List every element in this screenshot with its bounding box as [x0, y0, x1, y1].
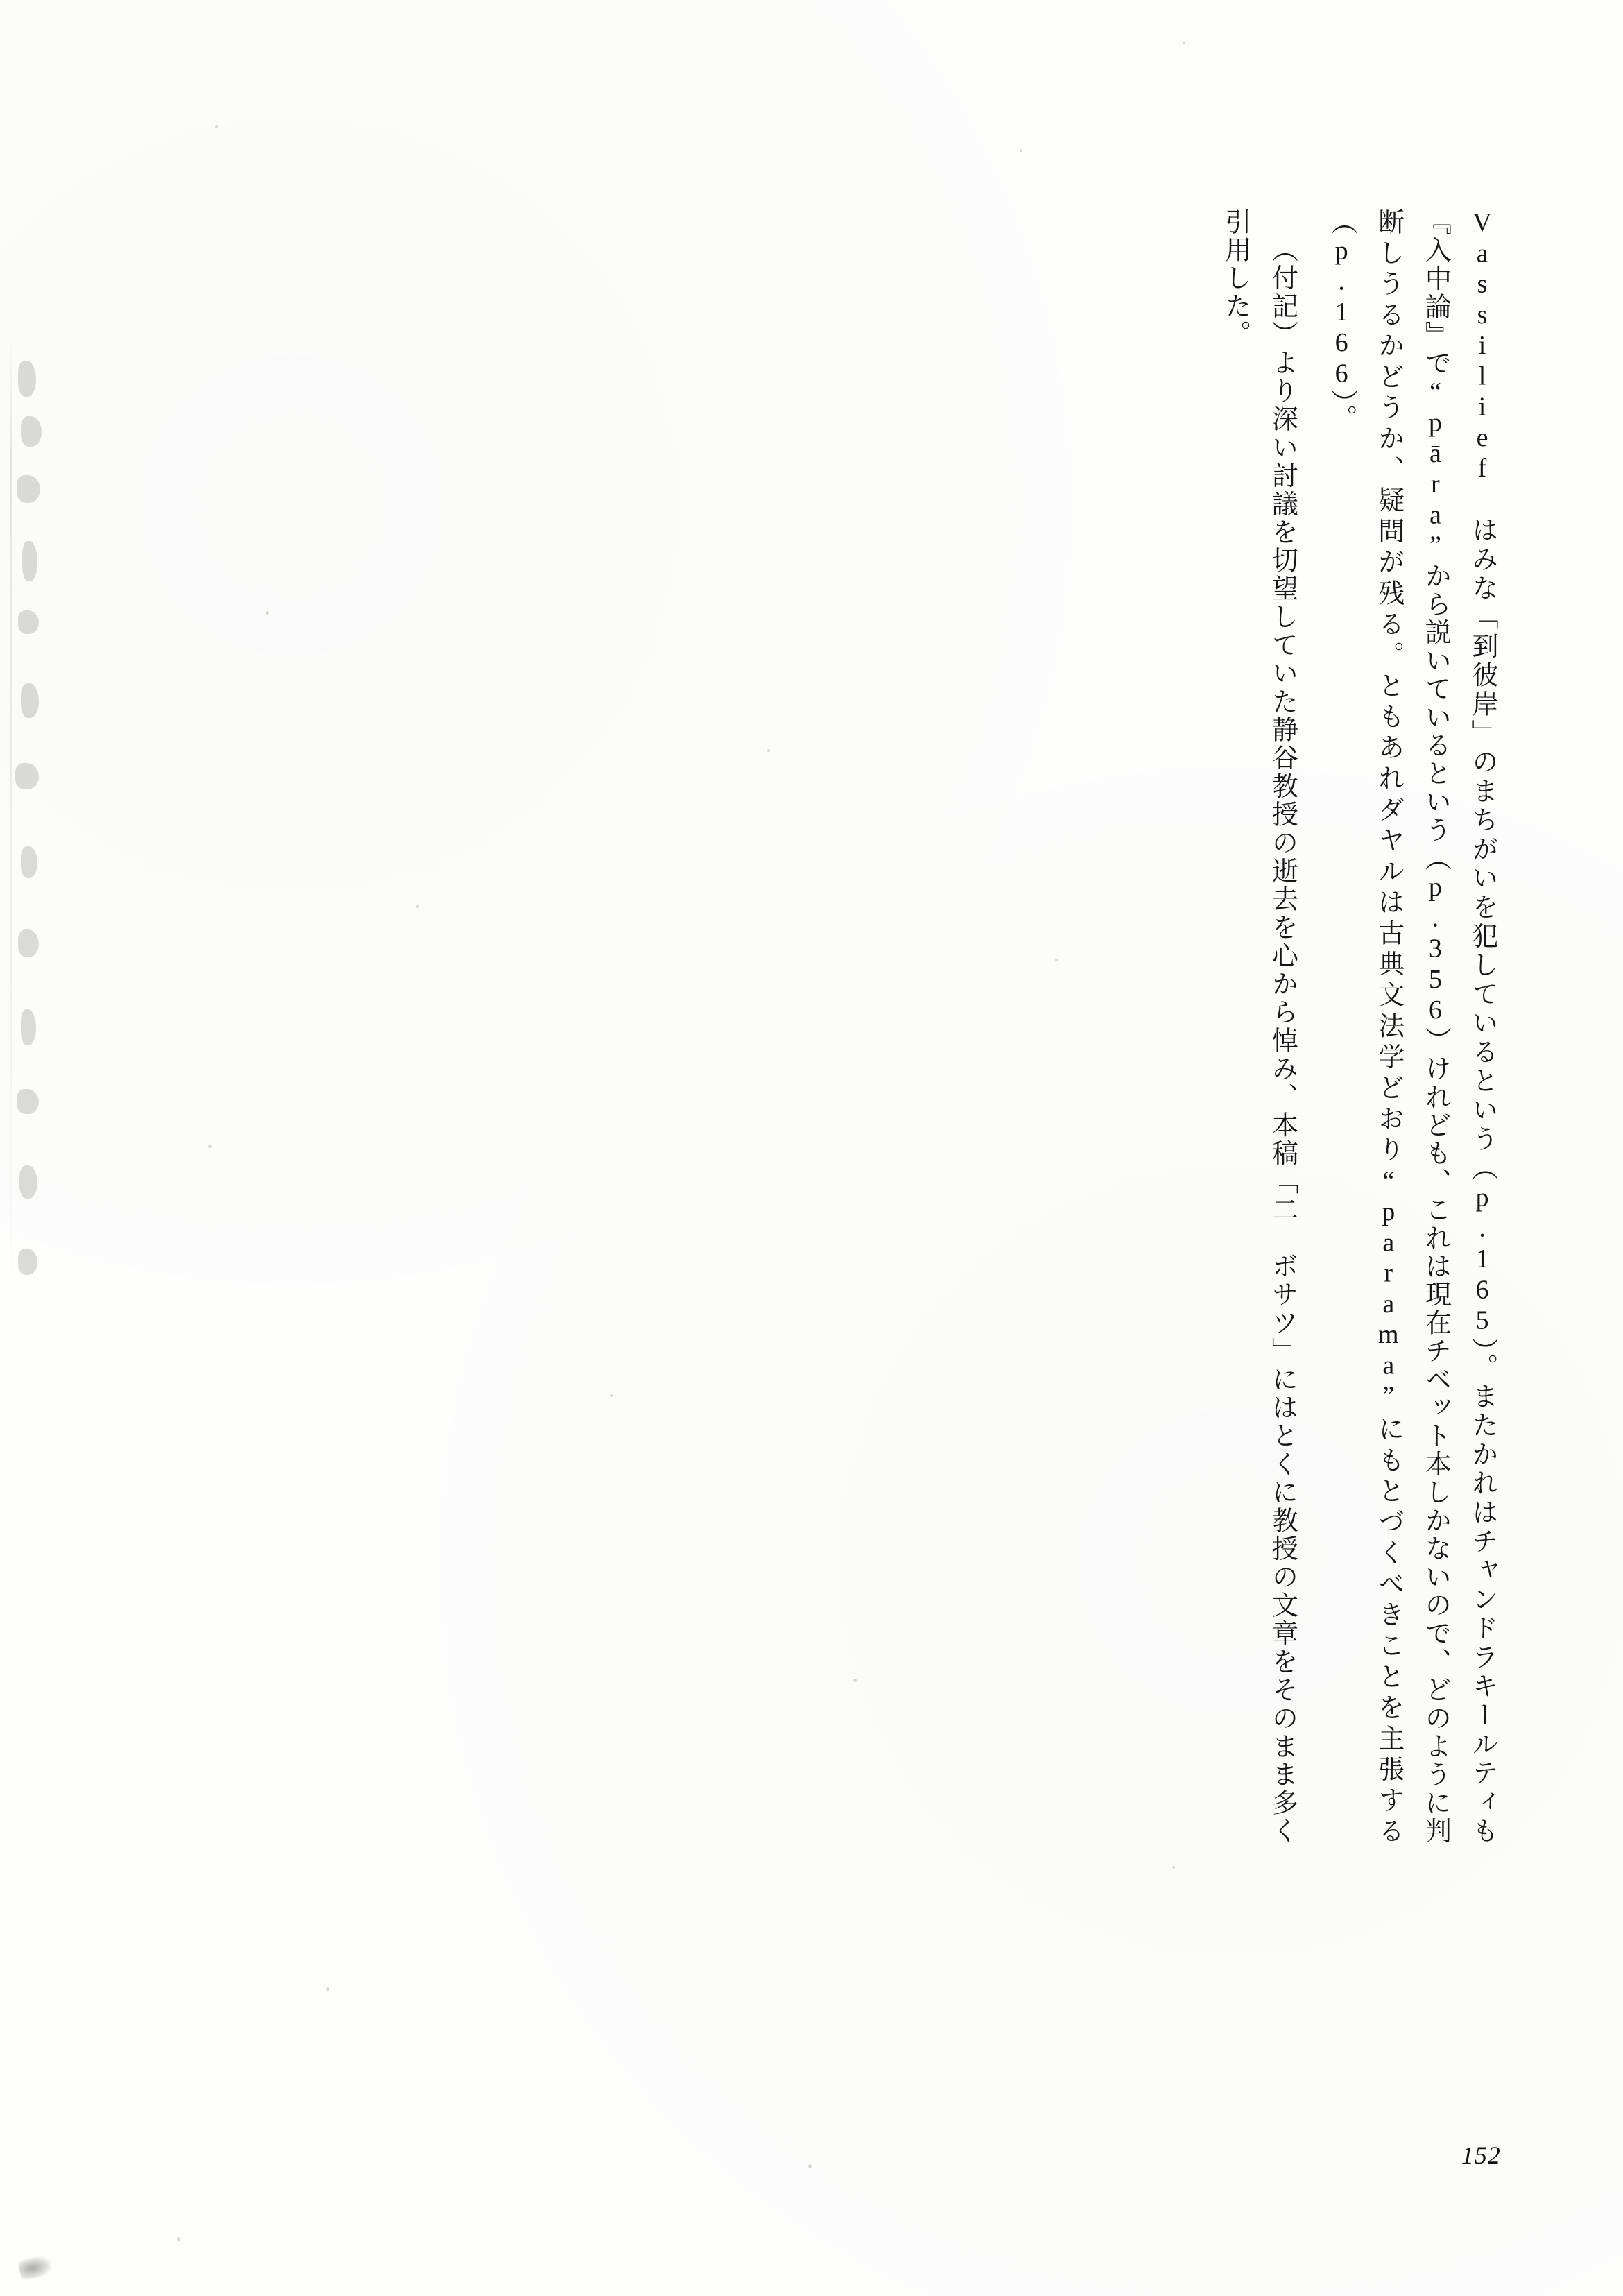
edge-rule: [10, 333, 12, 1318]
body-text-block: [1211, 208, 1505, 1845]
scan-speck: [215, 125, 218, 128]
bleed-mark: [17, 475, 40, 503]
scan-speck: [767, 749, 770, 752]
bleed-mark: [18, 610, 39, 634]
page-edge-bleed: [0, 333, 62, 1318]
scan-speck: [1172, 1866, 1175, 1869]
bleed-mark: [18, 1249, 37, 1275]
bleed-mark: [21, 416, 42, 447]
bleed-mark: [22, 541, 37, 581]
scan-speck: [266, 611, 269, 615]
scan-speck: [853, 1679, 857, 1682]
bleed-mark: [18, 361, 36, 397]
scan-speck: [208, 1145, 212, 1148]
scan-speck: [1183, 42, 1185, 44]
bleed-mark: [18, 929, 39, 957]
scan-speck: [1020, 149, 1022, 152]
paragraph-1: Vassilief はみな「到彼岸」のまちがいを犯しているという（p.165）。またかれはチャンドラキールティも『入中論』で“pāra”から説いているという（p.356）けれども、これは現在チベット本しかないので、どのように判断しうるかどうか、疑問が残る。ともあれダヤルは古典文法学どおり“parama”にもとづくべきことを主張する（p.166）。: [1327, 208, 1497, 1845]
page-number: 152: [1461, 2141, 1501, 2169]
scan-speck: [177, 2237, 180, 2241]
scan-speck: [1055, 959, 1058, 961]
paragraph-2-postscript: （付記）より深い討議を切望していた静谷教授の逝去を心から悼み、本稿「二 ボサツ」にはとくに教授の文章をそのまま多く引用した。: [1220, 208, 1297, 1845]
bleed-mark: [15, 763, 39, 789]
bleed-mark: [21, 1009, 36, 1045]
bleed-mark: [21, 683, 39, 718]
scan-speck: [326, 1987, 329, 1991]
scan-speck: [416, 905, 419, 908]
bleed-mark: [19, 1165, 37, 1199]
bleed-mark: [21, 846, 37, 878]
scan-speck: [808, 2164, 812, 2168]
bleed-mark: [17, 1089, 39, 1114]
scan-speck: [610, 1394, 613, 1397]
